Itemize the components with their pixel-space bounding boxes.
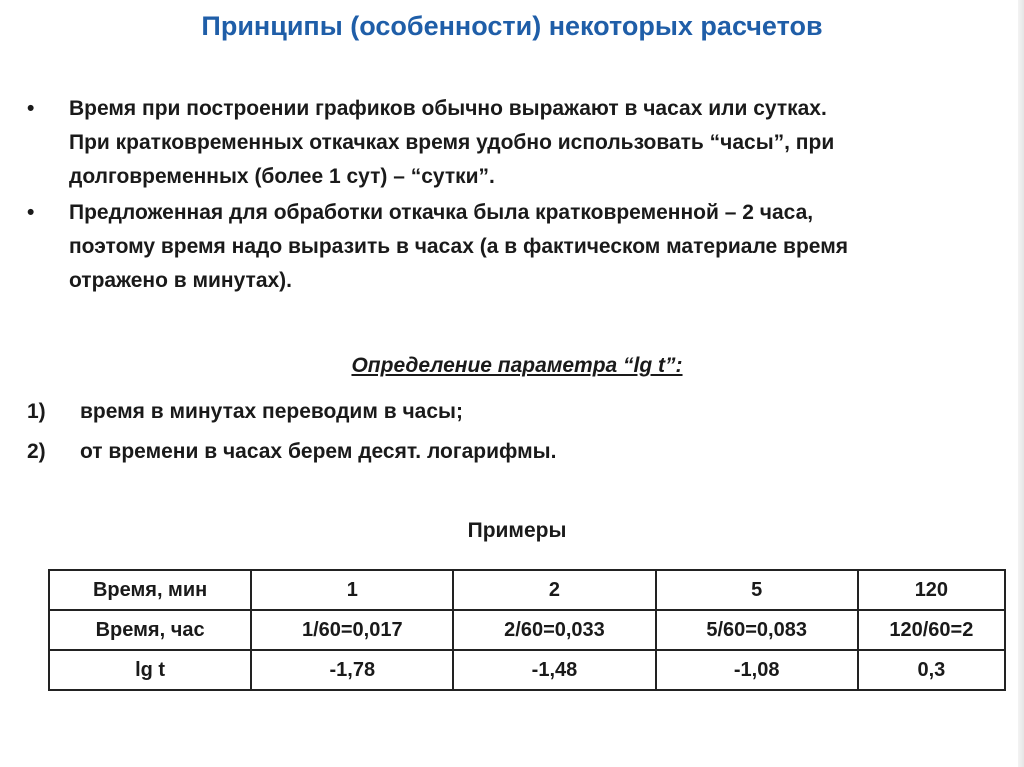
row-label: Время, мин xyxy=(49,570,251,610)
row-label: Время, час xyxy=(49,610,251,650)
bullet-line: поэтому время надо выразить в часах (а в фактическом материале время xyxy=(69,235,848,258)
bullet-line: долговременных (более 1 сут) – “сутки”. xyxy=(69,165,495,188)
table-cell: 2/60=0,033 xyxy=(453,610,655,650)
subheading: Определение параметра “lg t”: xyxy=(351,354,683,377)
slide-edge xyxy=(1018,0,1024,767)
step-item xyxy=(24,435,994,469)
table-cell: 120/60=2 xyxy=(858,610,1005,650)
row-label: lg t xyxy=(49,650,251,690)
bullet-dot-icon: • xyxy=(27,97,35,120)
slide-title: Принципы (особенности) некоторых расчетов xyxy=(201,11,823,41)
bullet-dot-icon: • xyxy=(27,201,35,224)
bullet-item xyxy=(24,92,994,194)
bullet-line: отражено в минутах). xyxy=(69,269,293,292)
bullet-line: При кратковременных откачках время удобно использовать “часы”, при xyxy=(69,131,835,154)
step-list xyxy=(24,395,994,475)
table-cell: 5 xyxy=(656,570,858,610)
bullet-line: Время при построении графиков обычно выражают в часах или сутках. xyxy=(69,97,827,120)
bullet-list xyxy=(24,92,994,300)
table-row xyxy=(49,570,1005,610)
table-cell: 120 xyxy=(858,570,1005,610)
table-cell: -1,48 xyxy=(453,650,655,690)
bullet-line: Предложенная для обработки откачка была кратковременной – 2 часа, xyxy=(69,201,814,224)
step-number: 1) xyxy=(27,400,46,423)
table-row xyxy=(49,650,1005,690)
step-text: от времени в часах берем десят. логарифмы. xyxy=(80,440,557,463)
bullet-item xyxy=(24,196,994,298)
table-cell: 5/60=0,083 xyxy=(656,610,858,650)
table-cell: 1 xyxy=(251,570,453,610)
table-cell: 2 xyxy=(453,570,655,610)
examples-heading: Примеры xyxy=(467,519,567,542)
table-cell: -1,08 xyxy=(656,650,858,690)
table-cell: 1/60=0,017 xyxy=(251,610,453,650)
table-row xyxy=(49,610,1005,650)
step-item xyxy=(24,395,994,429)
table-cell: 0,3 xyxy=(858,650,1005,690)
step-number: 2) xyxy=(27,440,46,463)
examples-table xyxy=(48,569,1006,691)
table-cell: -1,78 xyxy=(251,650,453,690)
step-text: время в минутах переводим в часы; xyxy=(80,400,463,423)
